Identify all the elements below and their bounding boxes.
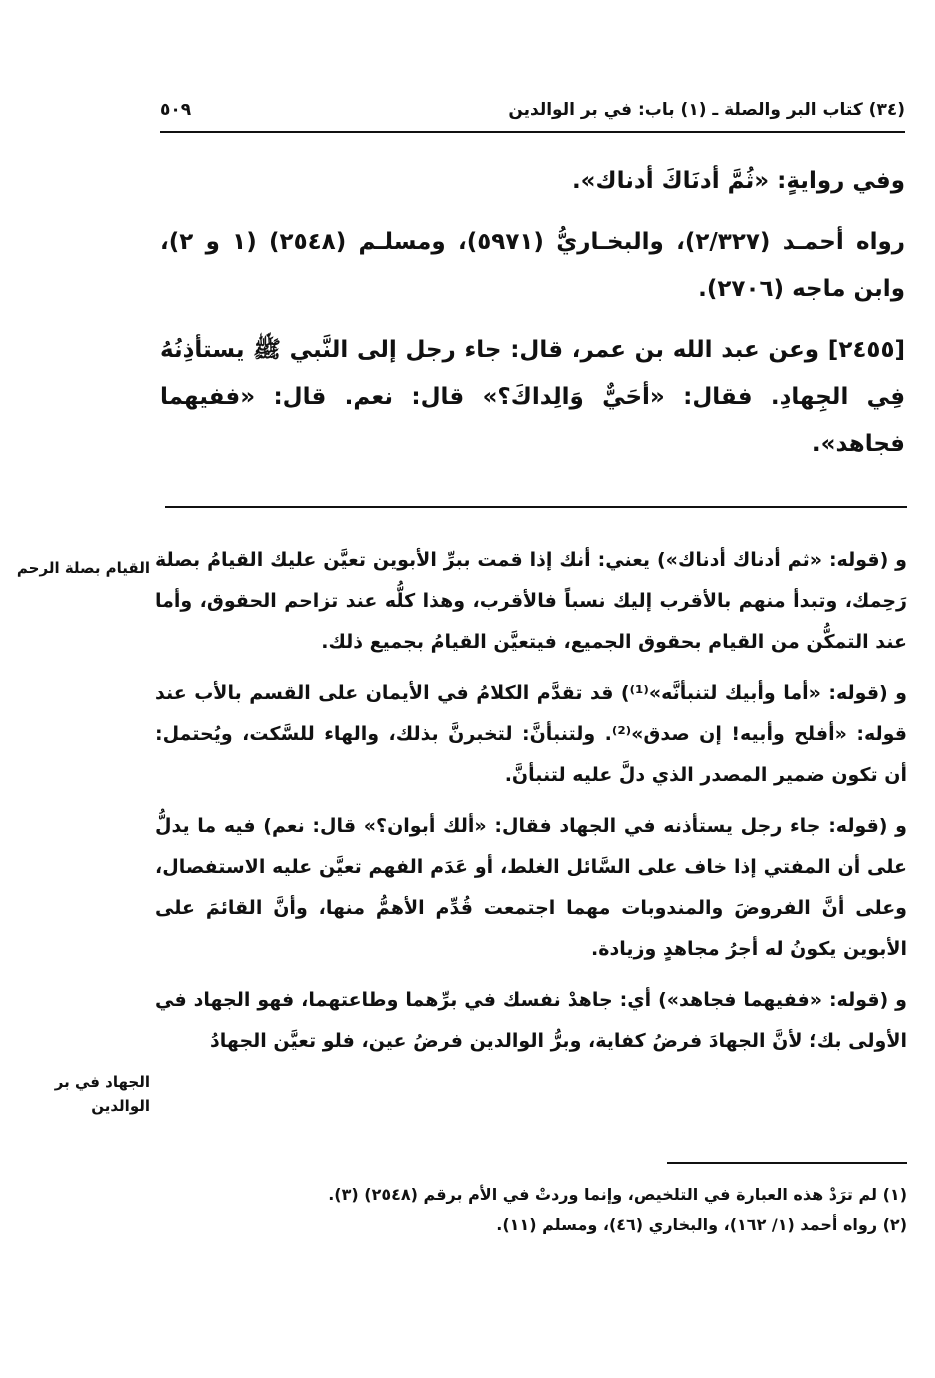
running-header [160,100,905,130]
commentary-paragraph: و (قوله: «ثم أدناك أدناك») يعني: أنك إذا قمت ببرِّ الأبوين تعيَّن عليك القيامُ بصلة رَحِمك، وتبدأ منهم بالأقرب إليك نسباً فالأقرب، وهذا كلُّه عند تزاحم الحقوق، وأما عند التمكُّن من القيام بحقوق الجميع، فيتعيَّن القيامُ بجميع ذلك. [155,549,907,653]
commentary-paragraph: و (قوله: جاء رجل يستأذنه في الجهاد فقال: «ألك أبوان؟» قال: نعم) فيه ما يدلُّ على أن المفتي إذا خاف على السَّائل الغلط، أو عَدَم الفهم تعيَّن عليه الاستفصال، وعلى أنَّ الفروضَ والمندوبات مهما اجتمعت قُدِّم الأهمُّ منها، وأنَّ القائمَ على الأبوين يكونُ له أجرُ مجاهدٍ وزيادة. [155,815,907,960]
main-paragraph: وفي روايةٍ: «ثُمَّ أدنَاكَ أدناك». [571,168,905,194]
section-divider [165,506,907,508]
main-paragraph: رواه أحمـد (٢/٣٢٧)، والبخـاريُّ (٥٩٧١)، ومسلـم (٢٥٤٨) (١ و ٢)، وابن ماجه (٢٧٠٦). [160,229,906,302]
footnote-rule [667,1162,907,1164]
hadith-text [160,158,905,482]
footnote: (١) لم ترَدْ هذه العبارة في التلخيص، وإنما وردتْ في الأم برقم (٢٥٤٨) (٣). [328,1185,907,1204]
commentary-paragraph: و (قوله: «ففيهما فجاهد») أي: جاهدْ نفسك في برِّهما وطاعتهما، فهو الجهاد في الأولى بك؛ لأنَّ الجهادَ فرضُ كفاية، وبرُّ الوالدين فرضُ عين، فلو تعيَّن الجهادُ [155,989,907,1052]
page-number: ٥٠٩ [160,100,192,120]
commentary-paragraph: و (قوله: «أما وأبيك لتنبأنَّه»⁽¹⁾) قد تقدَّم الكلامُ في الأيمان على القسم بالأب عند قوله: «أفلح وأبيه! إن صدق»⁽²⁾. ولتنبأنَّ: لتخبرنَّ بذلك، والهاء للسَّكت، ويُحتمل: أن تكون ضمير المصدر الذي دلَّ عليه لتنبأنَّ. [155,682,907,786]
footnote: (٢) رواه أحمد (١/ ١٦٢)، والبخاري (٤٦)، ومسلم (١١). [496,1215,907,1234]
header-rule [160,131,905,133]
commentary-text [155,540,907,1072]
running-title: (٣٤) كتاب البر والصلة ـ (١) باب: في بر الوالدين [508,100,905,120]
main-paragraph: [٢٤٥٥] وعن عبد الله بن عمر، قال: جاء رجل إلى النَّبي ﷺ يستأذِنُهُ فِي الجِهادِ. فقال: «أحَيٌّ وَالِداكَ؟» قال: نعم. قال: «ففيهما فجاهد». [160,337,905,457]
margin-note: القيام بصلة الرحم [16,559,150,577]
margin-note: الجهاد في بر الوالدين [54,1073,150,1115]
footnotes [160,1180,907,1240]
